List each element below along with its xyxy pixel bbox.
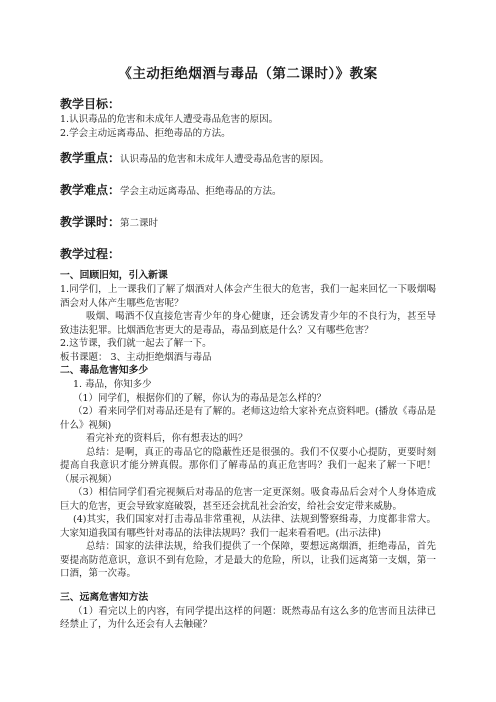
document-page	[60, 62, 436, 632]
section3-heading: 三、远离危害知方法	[60, 591, 149, 603]
section1-paragraph-3: 2.这节课，我们就一起去了解一下。	[60, 338, 212, 349]
difficulty-row	[60, 182, 436, 200]
section2-paragraph-7: 总结：国家的法律法规，给我们提供了一个保障，要想远离烟酒，拒绝毒品，首先要提高防范意识，意识不到有危险，才是最大的危险，所以，让我们远离第一支烟，第一口酒，第一次毒。	[60, 541, 436, 579]
section1-heading: 一、回顾旧知，引入新课	[60, 270, 168, 281]
document-title: 《主动拒绝烟酒与毒品（第二课时）》教案	[118, 66, 378, 82]
key-point-row	[60, 150, 436, 168]
section2-paragraph-4: 总结：是啊，真正的毒品它的隐蔽性还是很强的。我们不仅要小心提防，更要时刻提高自我意识才能分辨真假。那你们了解毒品的真正危害吗？我们一起来了解一下吧！ （展示视频）	[60, 446, 436, 485]
key-point-value: 认识毒品的危害和未成年人遭受毒品危害的原因。	[120, 154, 330, 165]
section3-paragraph-1: （1）看完以上的内容，有同学提出这样的问题：既然毒品有这么多的危害而且法律已经禁止了，为什么还会有人去触碰？	[60, 605, 436, 630]
section2-paragraph-3: 看完补充的资料后，你有想表达的吗？	[86, 433, 248, 444]
key-point-label: 教学重点：	[60, 151, 121, 165]
process-heading: 教学过程：	[60, 247, 121, 261]
section2-paragraph-1: （1）同学们，根据你们的了解，你认为的毒品是怎么样的？	[73, 392, 327, 404]
section2-paragraph-6: (4)其实，我们国家对打击毒品非常重视，从法律、法规到警察缉毒，力度都非常大。大家知道我国有哪些针对毒品的法律法规吗？我们一起来看看吧。(出示法律)	[60, 514, 436, 539]
objective-item-2: 2.学会主动远离毒品、拒绝毒品的方法。	[60, 127, 231, 139]
section1-paragraph-2: 吸烟、喝酒不仅直接危害青少年的身心健康，还会诱发青少年的不良行为，甚至导致违法犯罪。比烟酒危害更大的是毒品，毒品到底是什么？又有哪些危害？	[60, 311, 436, 336]
difficulty-value: 学会主动远离毒品、拒绝毒品的方法。	[120, 186, 282, 197]
section2-heading: 二、毒品危害知多少	[60, 365, 149, 376]
section2-paragraph-2: （2）看来同学们对毒品还是有了解的。老师这边给大家补充点资料吧。(播放《毒品是什么》视频)	[60, 406, 436, 431]
section1-paragraph-1: 1.同学们，上一课我们了解了烟酒对人体会产生很大的危害，我们一起来回忆一下吸烟喝酒会对人体产生哪些危害呢？	[60, 284, 436, 309]
section2-question: 1. 毒品，你知多少	[73, 379, 152, 390]
section1-paragraph-4: 板书课题： 3、主动拒绝烟酒与毒品	[60, 351, 212, 363]
difficulty-label: 教学难点：	[60, 183, 121, 197]
objectives-heading: 教学目标：	[60, 97, 121, 111]
lesson-time-value: 第二课时	[120, 218, 159, 229]
section2-paragraph-5: （3）相信同学们看完视频后对毒品的危害一定更深刻。吸食毒品后会对个人身体造成巨大的危害，更会导致家庭破裂，甚至还会扰乱社会治安，给社会安定带来威胁。	[60, 487, 436, 512]
lesson-time-row	[60, 214, 436, 232]
lesson-time-label: 教学课时：	[60, 215, 121, 229]
objective-item-1: 1.认识毒品的危害和未成年人遭受毒品危害的原因。	[60, 114, 279, 125]
